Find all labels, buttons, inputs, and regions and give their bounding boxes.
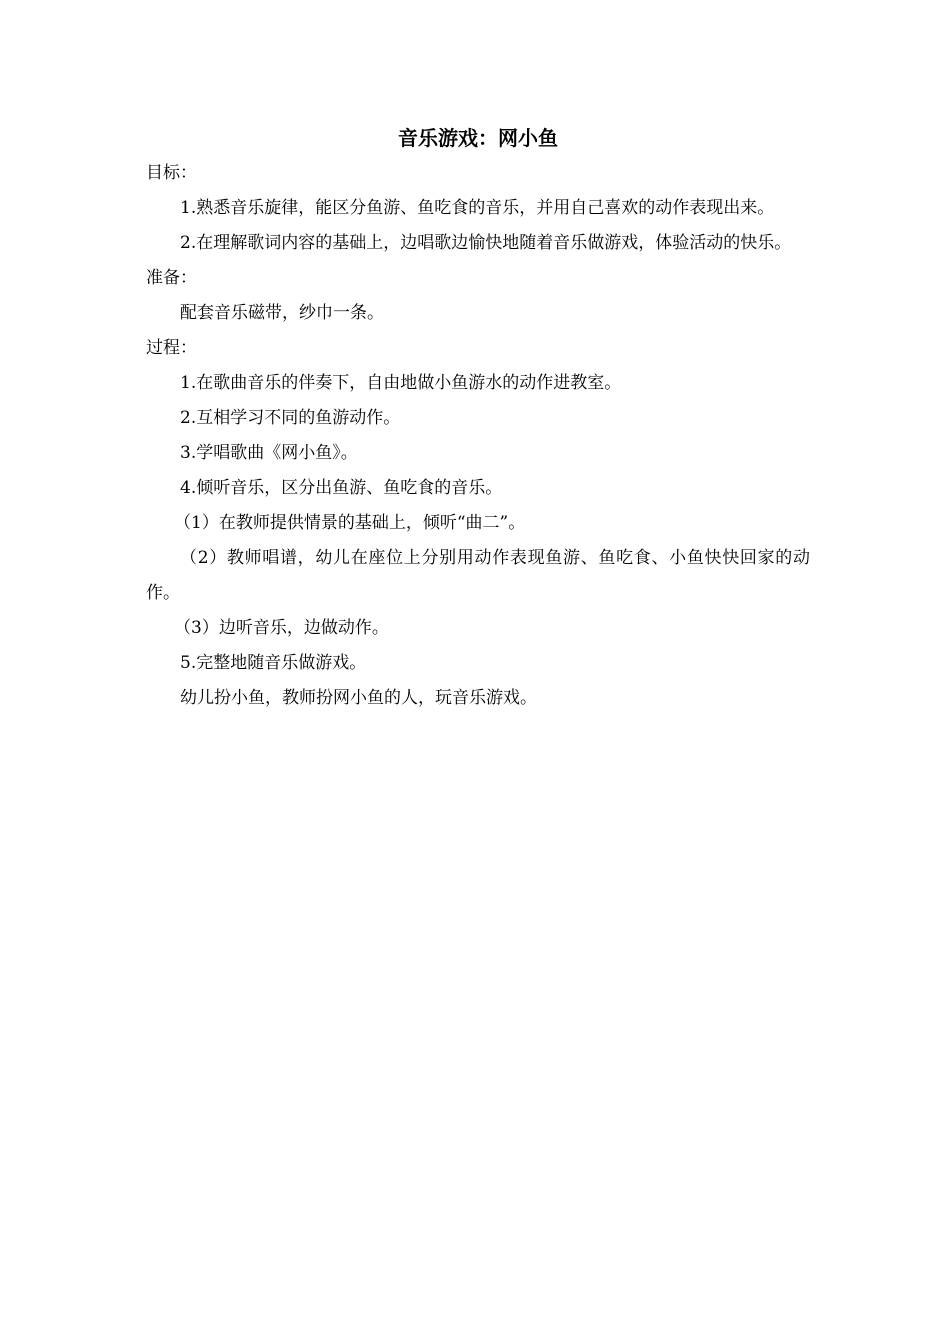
process-substep-3: （3）边听音乐，边做动作。 bbox=[174, 618, 389, 638]
preparation-item-1: 配套音乐磁带，纱巾一条。 bbox=[180, 303, 384, 323]
process-substep-2: （2）教师唱谱，幼儿在座位上分别用动作表现鱼游、鱼吃食、小鱼快快回家的动作。 bbox=[146, 548, 810, 603]
process-step-4: 4.倾听音乐，区分出鱼游、鱼吃食的音乐。 bbox=[180, 478, 503, 498]
process-step-2: 2.互相学习不同的鱼游动作。 bbox=[180, 408, 401, 428]
process-step-3: 3.学唱歌曲《网小鱼》。 bbox=[180, 443, 358, 463]
document-title: 音乐游戏：网小鱼 bbox=[398, 126, 558, 150]
preparation-heading: 准备： bbox=[146, 268, 197, 288]
document-body bbox=[146, 122, 810, 716]
process-heading: 过程： bbox=[146, 338, 197, 358]
process-step-5: 5.完整地随音乐做游戏。 bbox=[180, 653, 367, 673]
process-step-1: 1.在歌曲音乐的伴奏下，自由地做小鱼游水的动作进教室。 bbox=[180, 373, 622, 393]
process-step-5-detail: 幼儿扮小鱼，教师扮网小鱼的人，玩音乐游戏。 bbox=[180, 688, 537, 708]
goal-item-1: 1.熟悉音乐旋律，能区分鱼游、鱼吃食的音乐，并用自己喜欢的动作表现出来。 bbox=[180, 198, 775, 218]
process-substep-1: （1）在教师提供情景的基础上，倾听“曲二”。 bbox=[174, 513, 526, 533]
goals-heading: 目标： bbox=[146, 163, 197, 183]
goal-item-2: 2.在理解歌词内容的基础上，边唱歌边愉快地随着音乐做游戏，体验活动的快乐。 bbox=[180, 233, 792, 253]
